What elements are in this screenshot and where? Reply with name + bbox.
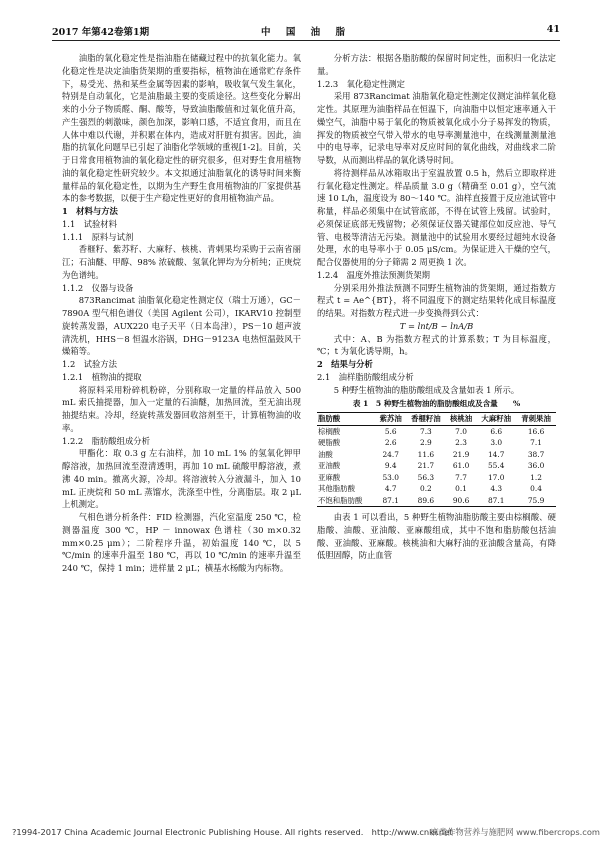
fatty-acid-name-cell: 棕榈酸 bbox=[318, 426, 341, 436]
paragraph-rancimat-procedure: 将待测样品从冰箱取出于室温放置 0.5 h，然后立即取样进行氧化稳定性测定。样品质量 3.0 g（精确至 0.01 g），空气流速 10 L/h，温度设为 80～140 ℃。油样直接置于反应池试管中称量，样品必须集中在试管底部，不得在试管上残留。试验时，必须保证底部无残留物；必须保证仪器关键部位如反应池、导气管、电极等清洁无污染。测量池中的试验用水要经过超纯水设备处理，水的电导率小于 0.05 μS/cm。为保证进入干燥的空气，配合仪器使用的分子筛需 2 周更换 1 次。 bbox=[317, 167, 556, 267]
header-journal-title: 中 国 油 脂 bbox=[261, 27, 351, 38]
section-heading-1-2-4: 1.2.4 温度外推法预测货架期 bbox=[317, 269, 431, 280]
fatty-acid-name-cell: 不饱和脂肪酸 bbox=[318, 495, 363, 505]
paragraph-instruments: 873Rancimat 油脂氧化稳定性测定仪（瑞士万通），GC－7890A 型气相色谱仪（美国 Agilent 公司），IKARV10 控制型旋转蒸发器，AUX220 电子天平（日本岛津），PS－10 超声波清洗机，HHS－8 恒温水浴锅，DHG－9123A 电热恒温鼓风干燥箱等。 bbox=[62, 295, 301, 357]
section-heading-1-2-3: 1.2.3 氧化稳定性测定 bbox=[317, 78, 405, 89]
value-cell: 38.7 bbox=[527, 449, 545, 459]
table-row bbox=[317, 495, 556, 507]
footer-copyright: ?1994-2017 China Academic Journal Electronic Publishing House. All rights reserved. http://www.cnki.net bbox=[12, 827, 453, 837]
paragraph-table-intro: 5 种野生植物油的脂肪酸组成及含量如表 1 所示。 bbox=[333, 384, 520, 395]
fatty-acid-name-cell: 亚麻酸 bbox=[318, 472, 341, 482]
value-cell: 36.0 bbox=[527, 461, 545, 470]
value-cell: 2.9 bbox=[420, 438, 432, 447]
value-cell: 24.7 bbox=[382, 449, 399, 459]
paragraph-rancimat-principle: 采用 873Rancimat 油脂氧化稳定性测定仪测定油样氧化稳定性。其原理为油脂样品在恒温下，向油脂中以恒定速率通入干燥空气，油脂中易于氧化的物质被氧化成小分子易挥发的物质，挥发的物质被空气带入带水的电导率测量池中，在线测量测量池中的电导率，记录电导率对反应时间的氧化曲线，对曲线求二阶导数，从而测出样品的氧化诱导时间。 bbox=[317, 91, 556, 165]
section-heading-1-2-1: 1.2.1 植物油的提取 bbox=[62, 371, 142, 382]
value-cell: 0.2 bbox=[420, 484, 432, 493]
fatty-acid-table bbox=[317, 412, 556, 507]
table-caption: 表 1 5 种野生植物油的脂肪酸组成及含量 % bbox=[352, 399, 521, 409]
paragraph-methylation: 甲酯化：取 0.3 g 左右油样，加 10 mL 1% 的氢氧化钾甲醇溶液，加热回流至澄清透明，再加 10 mL 硫酸甲醇溶液，煮沸 40 min。撤离火源，冷却。将溶液转入分液漏斗，加入 10 mL 正庚烷和 50 mL 蒸馏水，洗涤至中性，分离脂层。取 2 μL 上机测定。 bbox=[62, 448, 301, 510]
section-heading-1-1-1: 1.1.1 原料与试剂 bbox=[62, 231, 134, 242]
table-row bbox=[317, 460, 556, 472]
value-cell: 6.6 bbox=[490, 426, 503, 436]
value-cell: 17.0 bbox=[487, 472, 505, 482]
section-heading-1: 1 材料与方法 bbox=[62, 206, 118, 216]
table-header-cell: 脂肪酸 bbox=[318, 414, 341, 423]
section-heading-1-1-2: 1.1.2 仪器与设备 bbox=[62, 282, 134, 293]
paragraph-formula-legend: 式中：A、B 为指数方程式的计算系数；T 为目标温度，℃；t 为氧化诱导期，h。 bbox=[317, 333, 556, 357]
paragraph-extraction: 将原料采用粉碎机粉碎，分别称取一定量的样品放入 500 mL 索氏抽提器，加入一定量的石油醚，加热回流，至无油出现抽提结束。冷却，经旋转蒸发器回收溶剂至干，计算植物油的收率。 bbox=[62, 384, 301, 433]
table-body bbox=[317, 425, 556, 507]
value-cell: 55.4 bbox=[487, 461, 505, 470]
paragraph-table-discussion: 由表 1 可以看出，5 种野生植物油脂肪酸主要由棕榈酸、硬脂酸、油酸、亚油酸、亚麻酸组成，其中不饱和脂肪酸包括油酸、亚油酸、亚麻酸。核桃油和大麻籽油的亚油酸含量高，有降低胆固醇，防止血管 bbox=[317, 512, 556, 561]
fatty-acid-name-cell: 亚油酸 bbox=[318, 461, 341, 470]
section-heading-2-1: 2.1 油样脂肪酸组成分析 bbox=[317, 371, 414, 382]
paragraph-gc-conditions: 气相色谱分析条件：FID 检测器，汽化室温度 250 ℃，检测器温度 300 ℃，HP － innowax 色谱柱（30 m×0.32 mm×0.25 μm）；二阶程序升温，初始温度 140 ℃，以 5 ℃/min 的速率升温至 180 ℃，再以 10 ℃/min 的速率升温至 240 ℃，保持 1 min；进样量 2 μL；横基水杨酸为内标物。 bbox=[62, 512, 301, 573]
value-cell: 21.7 bbox=[417, 461, 435, 470]
value-cell: 7.3 bbox=[420, 426, 432, 436]
table-header-cell: 青刺果油 bbox=[521, 414, 551, 423]
table-row bbox=[317, 449, 556, 461]
table-header-cell: 核桃油 bbox=[449, 414, 473, 423]
value-cell: 53.0 bbox=[382, 472, 399, 482]
paragraph-materials: 香榧籽、紫苏籽、大麻籽、核桃、青刺果均采购于云南省丽江；石油醚、甲醇、98% 浓硫酸、氢氧化钾均为分析纯；正庚烷为色谱纯。 bbox=[62, 244, 301, 280]
value-cell: 14.7 bbox=[487, 449, 505, 459]
value-cell: 0.1 bbox=[455, 484, 467, 493]
table-header-cell: 香榧籽油 bbox=[411, 414, 441, 423]
table-header-cell: 紫苏油 bbox=[379, 414, 402, 423]
value-cell: 2.6 bbox=[384, 438, 397, 447]
header-issue: 2017 年第42卷第1期 bbox=[52, 27, 150, 38]
header-page-number: 41 bbox=[546, 24, 560, 35]
value-cell: 21.9 bbox=[452, 449, 470, 459]
value-cell: 4.7 bbox=[384, 484, 397, 493]
value-cell: 2.3 bbox=[455, 438, 467, 447]
value-cell: 4.3 bbox=[490, 484, 503, 493]
value-cell: 11.6 bbox=[417, 449, 435, 459]
header-rule bbox=[52, 40, 560, 41]
left-column bbox=[62, 52, 301, 812]
footer-watermark: 麻类作物营养与施肥网 www.fibercrops.com bbox=[430, 827, 600, 837]
value-cell: 56.3 bbox=[417, 472, 435, 482]
value-cell: 1.2 bbox=[530, 472, 542, 482]
table-header-cell: 大麻籽油 bbox=[481, 414, 511, 423]
value-cell: 9.4 bbox=[384, 461, 397, 470]
right-column bbox=[317, 52, 556, 812]
section-heading-1-2: 1.2 试验方法 bbox=[62, 359, 117, 369]
value-cell: 16.6 bbox=[527, 426, 545, 436]
table-row bbox=[317, 437, 556, 449]
fatty-acid-name-cell: 硬脂酸 bbox=[318, 438, 341, 447]
value-cell: 87.1 bbox=[382, 495, 399, 505]
table-row bbox=[317, 483, 556, 495]
value-cell: 7.7 bbox=[455, 472, 467, 482]
table-header-row bbox=[317, 413, 556, 426]
value-cell: 7.0 bbox=[455, 426, 467, 436]
value-cell: 3.0 bbox=[490, 438, 503, 447]
paragraph-analysis-method: 分析方法：根据各脂肪酸的保留时间定性，面积归一化法定量。 bbox=[317, 53, 556, 76]
value-cell: 87.1 bbox=[487, 495, 505, 505]
intro-paragraph: 油脂的氧化稳定性是指油脂在储藏过程中的抗氧化能力。氧化稳定性是决定油脂货架期的重要指标，植物油在通常贮存条件下，易受光、热和某些金属等因素的影响，吸收氧气发生氧化，特别是自动氧化，它是油脂最主要的变质途径。这些变化分解出来的小分子物质醛、酮、酸等，导致油脂酸值和过氧化值升高，产生强烈的刺激味，颜色加深，影响口感，不适宜食用，而且在人体中难以代谢，并积累在体内，造成对肝脏有损害。因此，油脂的抗氧化问题早已引起了油脂化学领域的重视[1-2]。目前，关于日常食用植物油的氧化稳定性的研究很多，但对野生食用植物油的氧化稳定性研究较少。本文拟通过油脂氧化的诱导时间来衡量样品的氧化稳定性，以期为生产野生食用植物油的厂家提供基本的参考数据，以便于生产稳定性更好的食用植物油产品。 bbox=[62, 53, 301, 204]
table-row bbox=[317, 425, 556, 437]
section-heading-1-1: 1.1 试验材料 bbox=[62, 218, 117, 229]
paragraph-extrapolation: 分别采用外推法预测不同野生植物油的货架期，通过指数方程式 t = Ae^{BT}，将不同温度下的测定结果转化成目标温度的结果。对指数方程式进一步变换得到公式： bbox=[317, 282, 556, 318]
value-cell: 89.6 bbox=[417, 495, 435, 505]
fatty-acid-name-cell: 其他脂肪酸 bbox=[318, 484, 355, 493]
formula: T = lnt/B − lnA/B bbox=[399, 320, 474, 331]
value-cell: 61.0 bbox=[452, 461, 470, 470]
section-heading-1-2-2: 1.2.2 脂肪酸组成分析 bbox=[62, 435, 150, 446]
value-cell: 0.4 bbox=[530, 484, 542, 493]
section-heading-2: 2 结果与分析 bbox=[317, 359, 373, 369]
value-cell: 90.6 bbox=[452, 495, 470, 505]
running-header bbox=[52, 24, 560, 38]
fatty-acid-name-cell: 油酸 bbox=[318, 449, 333, 459]
value-cell: 7.1 bbox=[530, 438, 542, 447]
table-row bbox=[317, 472, 556, 484]
value-cell: 75.9 bbox=[527, 495, 545, 505]
value-cell: 5.6 bbox=[384, 426, 397, 436]
